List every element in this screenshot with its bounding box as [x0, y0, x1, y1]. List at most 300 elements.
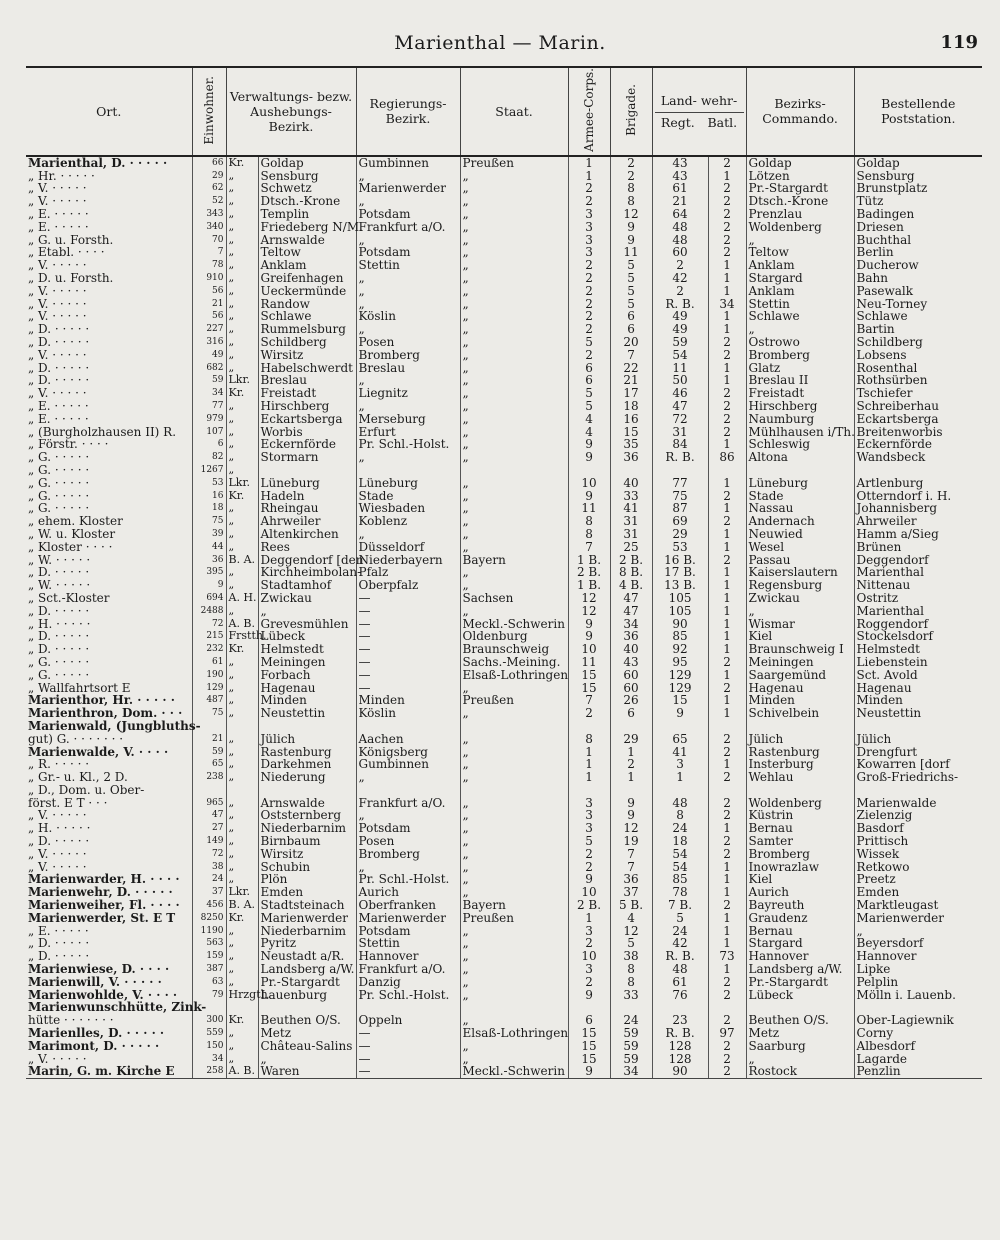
- bataillon-cell: 2: [708, 246, 746, 259]
- einwohner-cell: 16: [192, 490, 226, 503]
- einwohner-cell: 21: [192, 298, 226, 311]
- bezirk-type-cell: Hrzgth.: [226, 989, 258, 1002]
- brigade-cell: 40: [610, 643, 652, 656]
- verwaltungsbezirk-cell: Teltow: [258, 246, 356, 259]
- bataillon-cell: 2: [708, 515, 746, 528]
- verwaltungsbezirk-cell: Sensburg: [258, 170, 356, 183]
- staat-cell: „: [460, 426, 568, 439]
- armeecorps-cell: 1: [568, 156, 610, 170]
- bezirk-type-cell: „: [226, 937, 258, 950]
- ort-cell: „ V. · · · · ·: [28, 309, 87, 324]
- regierungsbezirk-cell: —: [356, 618, 460, 631]
- verwaltungsbezirk-cell: Zwickau: [258, 592, 356, 605]
- bezirkscommando-cell: Altona: [746, 451, 854, 464]
- regierungsbezirk-cell: Bromberg: [356, 349, 460, 362]
- regiment-cell: 13 B.: [652, 579, 708, 592]
- regiment-cell: 1: [652, 771, 708, 784]
- einwohner-cell: 1190: [192, 925, 226, 938]
- armeecorps-cell: 9: [568, 490, 610, 503]
- bezirk-type-cell: „: [226, 515, 258, 528]
- staat-cell: „: [460, 758, 568, 771]
- bezirk-type-cell: Kr.: [226, 156, 258, 170]
- brigade-cell: 6: [610, 323, 652, 336]
- armeecorps-cell: 8: [568, 528, 610, 541]
- brigade-cell: 37: [610, 886, 652, 899]
- brigade-cell: 24: [610, 1014, 652, 1027]
- einwohner-cell: 238: [192, 771, 226, 784]
- regiment-cell: 105: [652, 592, 708, 605]
- bezirk-type-cell: „: [226, 758, 258, 771]
- regierungsbezirk-cell: Bromberg: [356, 848, 460, 861]
- table-row: [26, 477, 982, 490]
- regiment-cell: 16 B.: [652, 554, 708, 567]
- einwohner-cell: 129: [192, 682, 226, 695]
- armeecorps-cell: 9: [568, 1065, 610, 1078]
- staat-cell: [460, 1001, 568, 1014]
- regiment-cell: 2: [652, 259, 708, 272]
- regierungsbezirk-cell: „: [356, 861, 460, 874]
- staat-cell: „: [460, 822, 568, 835]
- bataillon-cell: 2: [708, 656, 746, 669]
- bataillon-cell: 1: [708, 323, 746, 336]
- einwohner-cell: 39: [192, 528, 226, 541]
- table-row: [26, 784, 982, 797]
- verwaltungsbezirk-cell: Hirschberg: [258, 400, 356, 413]
- bezirk-type-cell: „: [226, 707, 258, 720]
- armeecorps-cell: 5: [568, 400, 610, 413]
- table-row: [26, 387, 982, 400]
- regiment-cell: 54: [652, 349, 708, 362]
- regiment-cell: 59: [652, 336, 708, 349]
- bezirk-type-cell: „: [226, 336, 258, 349]
- brigade-cell: [610, 784, 652, 797]
- bezirk-type-cell: Frstth.: [226, 630, 258, 643]
- bezirk-type-cell: Kr.: [226, 1014, 258, 1027]
- verwaltungsbezirk-cell: Jülich: [258, 733, 356, 746]
- verwaltungsbezirk-cell: Deggendorf [den: [258, 554, 356, 567]
- ort-cell: Marienwerder, St. E T: [28, 910, 176, 925]
- armeecorps-cell: 3: [568, 963, 610, 976]
- bataillon-cell: 1: [708, 374, 746, 387]
- regiment-cell: 3: [652, 758, 708, 771]
- poststation-cell: Pelplin: [854, 976, 982, 989]
- armeecorps-cell: 10: [568, 950, 610, 963]
- bataillon-cell: 1: [708, 310, 746, 323]
- bezirkscommando-cell: Hirschberg: [746, 400, 854, 413]
- bataillon-cell: 1: [708, 758, 746, 771]
- armeecorps-cell: 5: [568, 336, 610, 349]
- bezirkscommando-cell: Rostock: [746, 1065, 854, 1078]
- ort-cell: „ E. · · · · ·: [28, 923, 89, 938]
- table-row: [26, 976, 982, 989]
- ort-cell: „ G. u. Forsth.: [28, 232, 114, 247]
- poststation-cell: Pasewalk: [854, 285, 982, 298]
- verwaltungsbezirk-cell: Randow: [258, 298, 356, 311]
- einwohner-cell: 979: [192, 413, 226, 426]
- bezirkscommando-cell: Minden: [746, 694, 854, 707]
- verwaltungsbezirk-cell: Meiningen: [258, 656, 356, 669]
- bezirk-type-cell: „: [226, 566, 258, 579]
- staat-cell: Bayern: [460, 899, 568, 912]
- armeecorps-cell: 6: [568, 362, 610, 375]
- brigade-cell: 33: [610, 989, 652, 1002]
- ort-cell: „ D. · · · · ·: [28, 834, 90, 849]
- table-row: [26, 912, 982, 925]
- poststation-cell: Groß-Friedrichs-: [854, 771, 982, 784]
- armeecorps-cell: 2: [568, 349, 610, 362]
- armeecorps-cell: 2: [568, 861, 610, 874]
- regiment-cell: 49: [652, 310, 708, 323]
- verwaltungsbezirk-cell: Rummelsburg: [258, 323, 356, 336]
- verwaltungsbezirk-cell: Goldap: [258, 156, 356, 170]
- staat-cell: „: [460, 349, 568, 362]
- table-row: [26, 349, 982, 362]
- regiment-cell: 24: [652, 925, 708, 938]
- brigade-cell: 12: [610, 208, 652, 221]
- staat-cell: „: [460, 400, 568, 413]
- regierungsbezirk-cell: —: [356, 605, 460, 618]
- bataillon-cell: 1: [708, 528, 746, 541]
- poststation-cell: [854, 784, 982, 797]
- brigade-cell: 12: [610, 822, 652, 835]
- poststation-cell: Hannover: [854, 950, 982, 963]
- verwaltungsbezirk-cell: Pr.-Stargardt: [258, 976, 356, 989]
- brigade-cell: 6: [610, 310, 652, 323]
- bataillon-cell: 2: [708, 349, 746, 362]
- ort-cell: „ E. · · · · ·: [28, 219, 89, 234]
- regiment-cell: 50: [652, 374, 708, 387]
- col-batl: Batl.: [707, 114, 738, 130]
- staat-cell: „: [460, 310, 568, 323]
- regiment-cell: 31: [652, 426, 708, 439]
- regierungsbezirk-cell: Potsdam: [356, 208, 460, 221]
- armeecorps-cell: 15: [568, 1040, 610, 1053]
- ort-cell: „ E. · · · · ·: [28, 411, 89, 426]
- ort-cell: „ D. · · · · ·: [28, 360, 90, 375]
- brigade-cell: 5: [610, 285, 652, 298]
- poststation-cell: Neu-Torney: [854, 298, 982, 311]
- regiment-cell: 17 B.: [652, 566, 708, 579]
- table-row: [26, 848, 982, 861]
- armeecorps-cell: 1: [568, 758, 610, 771]
- table-row: [26, 656, 982, 669]
- poststation-cell: Marienthal: [854, 605, 982, 618]
- table-row: [26, 925, 982, 938]
- table-body: [26, 156, 982, 1079]
- verwaltungsbezirk-cell: Dtsch.-Krone: [258, 195, 356, 208]
- bezirkscommando-cell: Nassau: [746, 502, 854, 515]
- regierungsbezirk-cell: „: [356, 234, 460, 247]
- table-row: [26, 733, 982, 746]
- bezirkscommando-cell: Bayreuth: [746, 899, 854, 912]
- regiment-cell: 64: [652, 208, 708, 221]
- regierungsbezirk-cell: Düsseldorf: [356, 541, 460, 554]
- bezirkscommando-cell: Ostrowo: [746, 336, 854, 349]
- poststation-cell: Rothsürben: [854, 374, 982, 387]
- regiment-cell: 48: [652, 963, 708, 976]
- bataillon-cell: 2: [708, 682, 746, 695]
- regierungsbezirk-cell: Aachen: [356, 733, 460, 746]
- bezirkscommando-cell: Stargard: [746, 937, 854, 950]
- col-brigade: Brigade.: [610, 67, 652, 156]
- armeecorps-cell: 15: [568, 669, 610, 682]
- table-row: [26, 758, 982, 771]
- regiment-cell: 60: [652, 246, 708, 259]
- einwohner-cell: 75: [192, 515, 226, 528]
- ort-cell: „ E. · · · · ·: [28, 207, 89, 222]
- staat-cell: „: [460, 387, 568, 400]
- poststation-cell: „: [854, 925, 982, 938]
- regierungsbezirk-cell: Posen: [356, 835, 460, 848]
- bezirkscommando-cell: Stettin: [746, 298, 854, 311]
- ort-cell: „ V. · · · · ·: [28, 181, 87, 196]
- poststation-cell: Marienwerder: [854, 912, 982, 925]
- bezirkscommando-cell: Goldap: [746, 156, 854, 170]
- einwohner-cell: 9: [192, 579, 226, 592]
- table-row: [26, 234, 982, 247]
- verwaltungsbezirk-cell: Worbis: [258, 426, 356, 439]
- einwohner-cell: 149: [192, 835, 226, 848]
- ort-cell: „ D. · · · · ·: [28, 603, 90, 618]
- staat-cell: „: [460, 682, 568, 695]
- einwohner-cell: 232: [192, 643, 226, 656]
- bezirk-type-cell: „: [226, 746, 258, 759]
- brigade-cell: 2: [610, 170, 652, 183]
- ort-cell: „ G. · · · · ·: [28, 450, 90, 465]
- bezirkscommando-cell: Breslau II: [746, 374, 854, 387]
- bataillon-cell: 2: [708, 809, 746, 822]
- bezirk-type-cell: „: [226, 438, 258, 451]
- brigade-cell: 4 B.: [610, 579, 652, 592]
- armeecorps-cell: 2: [568, 976, 610, 989]
- regiment-cell: R. B.: [652, 451, 708, 464]
- bataillon-cell: 86: [708, 451, 746, 464]
- regiment-cell: 105: [652, 605, 708, 618]
- col-regt: Regt.: [660, 114, 695, 130]
- brigade-cell: 6: [610, 707, 652, 720]
- ort-cell: „ Sct.-Kloster: [28, 590, 110, 605]
- bezirkscommando-cell: Pr.-Stargardt: [746, 182, 854, 195]
- bezirkscommando-cell: Wesel: [746, 541, 854, 554]
- verwaltungsbezirk-cell: Birnbaum: [258, 835, 356, 848]
- bataillon-cell: 1: [708, 605, 746, 618]
- bezirkscommando-cell: Anklam: [746, 259, 854, 272]
- armeecorps-cell: 2: [568, 848, 610, 861]
- einwohner-cell: 395: [192, 566, 226, 579]
- brigade-cell: 9: [610, 234, 652, 247]
- regierungsbezirk-cell: —: [356, 643, 460, 656]
- brigade-cell: 8: [610, 963, 652, 976]
- brigade-cell: 1: [610, 771, 652, 784]
- bezirk-type-cell: „: [226, 682, 258, 695]
- poststation-cell: Brunstplatz: [854, 182, 982, 195]
- table-row: [26, 502, 982, 515]
- ort-cell: först. E T · · ·: [28, 795, 108, 810]
- armeecorps-cell: 9: [568, 873, 610, 886]
- bataillon-cell: 1: [708, 669, 746, 682]
- staat-cell: „: [460, 848, 568, 861]
- bataillon-cell: 1: [708, 579, 746, 592]
- brigade-cell: 59: [610, 1053, 652, 1066]
- ort-cell: „ Hr. · · · · ·: [28, 168, 95, 183]
- bataillon-cell: 2: [708, 221, 746, 234]
- poststation-cell: Jülich: [854, 733, 982, 746]
- bataillon-cell: [708, 784, 746, 797]
- bataillon-cell: 1: [708, 592, 746, 605]
- ort-cell: Marienwehr, D. · · · · ·: [28, 885, 173, 900]
- verwaltungsbezirk-cell: Darkehmen: [258, 758, 356, 771]
- bezirk-type-cell: Kr.: [226, 387, 258, 400]
- regierungsbezirk-cell: Pfalz: [356, 566, 460, 579]
- regiment-cell: 48: [652, 221, 708, 234]
- poststation-cell: Wandsbeck: [854, 451, 982, 464]
- verwaltungsbezirk-cell: Hadeln: [258, 490, 356, 503]
- bataillon-cell: [708, 720, 746, 733]
- ort-cell: „ V. · · · · ·: [28, 846, 87, 861]
- regiment-cell: 8: [652, 809, 708, 822]
- table-row: [26, 413, 982, 426]
- poststation-cell: Tütz: [854, 195, 982, 208]
- armeecorps-cell: 10: [568, 643, 610, 656]
- bezirk-type-cell: „: [226, 234, 258, 247]
- regiment-cell: 128: [652, 1040, 708, 1053]
- poststation-cell: Beyersdorf: [854, 937, 982, 950]
- bezirk-type-cell: „: [226, 349, 258, 362]
- brigade-cell: 17: [610, 387, 652, 400]
- poststation-cell: Prittisch: [854, 835, 982, 848]
- bataillon-cell: 1: [708, 886, 746, 899]
- regierungsbezirk-cell: Oberfranken: [356, 899, 460, 912]
- regiment-cell: 129: [652, 669, 708, 682]
- regiment-cell: 48: [652, 234, 708, 247]
- bezirkscommando-cell: Prenzlau: [746, 208, 854, 221]
- brigade-cell: 34: [610, 1065, 652, 1078]
- bezirkscommando-cell: „: [746, 1053, 854, 1066]
- armeecorps-cell: 2: [568, 323, 610, 336]
- bezirkscommando-cell: Anklam: [746, 285, 854, 298]
- brigade-cell: 31: [610, 515, 652, 528]
- bezirkscommando-cell: [746, 464, 854, 477]
- regierungsbezirk-cell: „: [356, 809, 460, 822]
- ort-cell: Marimont, D. · · · · ·: [28, 1038, 160, 1053]
- table-row: [26, 400, 982, 413]
- armeecorps-cell: 9: [568, 630, 610, 643]
- staat-cell: Sachsen: [460, 592, 568, 605]
- brigade-cell: 43: [610, 656, 652, 669]
- bezirkscommando-cell: Meiningen: [746, 656, 854, 669]
- bataillon-cell: 2: [708, 182, 746, 195]
- ort-cell: „ V. · · · · ·: [28, 258, 87, 273]
- bezirk-type-cell: „: [226, 413, 258, 426]
- ort-cell: „ G. · · · · ·: [28, 501, 90, 516]
- poststation-cell: Schlawe: [854, 310, 982, 323]
- poststation-cell: Lobsens: [854, 349, 982, 362]
- ort-cell: „ V. · · · · ·: [28, 859, 87, 874]
- regierungsbezirk-cell: Stettin: [356, 937, 460, 950]
- regierungsbezirk-cell: „: [356, 374, 460, 387]
- bezirk-type-cell: Kr.: [226, 643, 258, 656]
- staat-cell: „: [460, 336, 568, 349]
- bataillon-cell: 1: [708, 822, 746, 835]
- bataillon-cell: 2: [708, 848, 746, 861]
- regiment-cell: 90: [652, 618, 708, 631]
- bezirk-type-cell: „: [226, 579, 258, 592]
- brigade-cell: 47: [610, 605, 652, 618]
- poststation-cell: Mölln i. Lauenb.: [854, 989, 982, 1002]
- einwohner-cell: 70: [192, 234, 226, 247]
- ort-cell: „ W. · · · · ·: [28, 552, 91, 567]
- ort-cell: „ V. · · · · ·: [28, 194, 87, 209]
- staat-cell: „: [460, 771, 568, 784]
- bezirkscommando-cell: Inowrazlaw: [746, 861, 854, 874]
- verwaltungsbezirk-cell: Freistadt: [258, 387, 356, 400]
- bezirkscommando-cell: Teltow: [746, 246, 854, 259]
- regiment-cell: 43: [652, 170, 708, 183]
- bataillon-cell: 1: [708, 963, 746, 976]
- regierungsbezirk-cell: „: [356, 285, 460, 298]
- table-row: [26, 272, 982, 285]
- brigade-cell: 7: [610, 848, 652, 861]
- staat-cell: Elsaß-Lothringen: [460, 1027, 568, 1040]
- bezirkscommando-cell: Schleswig: [746, 438, 854, 451]
- regierungsbezirk-cell: —: [356, 669, 460, 682]
- ort-cell: „ G. · · · · ·: [28, 475, 90, 490]
- staat-cell: „: [460, 861, 568, 874]
- ort-cell: „ W. u. Kloster: [28, 526, 116, 541]
- bataillon-cell: 2: [708, 195, 746, 208]
- einwohner-cell: 72: [192, 618, 226, 631]
- verwaltungsbezirk-cell: Metz: [258, 1027, 356, 1040]
- armeecorps-cell: 2: [568, 272, 610, 285]
- einwohner-cell: 2488: [192, 605, 226, 618]
- poststation-cell: Otterndorf i. H.: [854, 490, 982, 503]
- armeecorps-cell: 3: [568, 246, 610, 259]
- regierungsbezirk-cell: Frankfurt a/O.: [356, 797, 460, 810]
- brigade-cell: 59: [610, 1040, 652, 1053]
- brigade-cell: 60: [610, 682, 652, 695]
- regiment-cell: 76: [652, 989, 708, 1002]
- table-row: [26, 937, 982, 950]
- regiment-cell: 42: [652, 937, 708, 950]
- poststation-cell: Eckernförde: [854, 438, 982, 451]
- bezirkscommando-cell: Wismar: [746, 618, 854, 631]
- einwohner-cell: 8250: [192, 912, 226, 925]
- einwohner-cell: 159: [192, 950, 226, 963]
- einwohner-cell: 24: [192, 873, 226, 886]
- regierungsbezirk-cell: Niederbayern: [356, 554, 460, 567]
- armeecorps-cell: 9: [568, 618, 610, 631]
- bezirkscommando-cell: Bromberg: [746, 848, 854, 861]
- ort-cell: „ D. · · · · ·: [28, 642, 90, 657]
- brigade-cell: 34: [610, 618, 652, 631]
- regierungsbezirk-cell: „: [356, 170, 460, 183]
- regiment-cell: 9: [652, 707, 708, 720]
- einwohner-cell: 37: [192, 886, 226, 899]
- ort-cell: „ Wallfahrtsort E: [28, 680, 131, 695]
- einwohner-cell: 18: [192, 502, 226, 515]
- staat-cell: „: [460, 246, 568, 259]
- poststation-cell: Neustettin: [854, 707, 982, 720]
- regierungsbezirk-cell: [356, 784, 460, 797]
- bataillon-cell: 1: [708, 912, 746, 925]
- staat-cell: „: [460, 208, 568, 221]
- bezirk-type-cell: Kr.: [226, 490, 258, 503]
- bataillon-cell: [708, 464, 746, 477]
- armeecorps-cell: 3: [568, 809, 610, 822]
- bezirkscommando-cell: Hagenau: [746, 682, 854, 695]
- verwaltungsbezirk-cell: Helmstedt: [258, 643, 356, 656]
- brigade-cell: 8 B.: [610, 566, 652, 579]
